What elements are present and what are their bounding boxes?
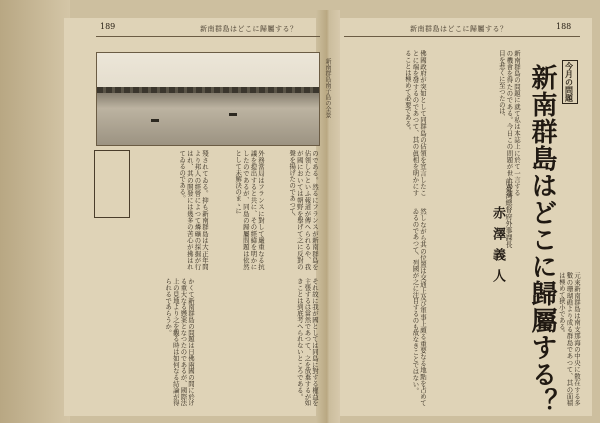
author-affiliation: 前臺灣總督府外事課長	[505, 178, 513, 248]
photo-shoreline	[97, 87, 319, 93]
left-running-head: 新南群島はどこに歸屬する？	[200, 25, 298, 33]
island-photo	[96, 52, 320, 146]
author-name: 赤澤義人	[490, 206, 505, 290]
photo-boat	[229, 113, 237, 116]
right-page-number: 188	[556, 22, 572, 31]
photo-boat	[151, 119, 159, 122]
right-column-3: 元來新南群島は南支那海の中央に散在する多數の珊瑚礁より成る群島であつて、其の面積は極めて狹小である。	[557, 272, 581, 406]
page-stack-edge	[0, 0, 70, 423]
left-column-1: のである。然るにフランスが新南群島を佔領したといふ報道が傳へられるや、我が國においては朝野を擧げて之に反對の聲を揚げたのであつて、	[288, 150, 319, 270]
right-column-4: 然しながら其の位置は交通上及び軍事上頗る重要なる地點を占めてゐるのであつて、列國が之に注目するのも故なきことではない。	[411, 208, 427, 406]
right-head-rule	[344, 36, 580, 37]
left-column-5: かくて新南群島の問題は日佛兩國の間に於ける重大なる懸案となつたのであるが、國際法上の見地より之を觀る時は如何なる結論が得られるであらうか。	[164, 278, 195, 406]
sidebar-box	[94, 150, 130, 218]
left-column-3: 殘されてゐる。抑も新南群島は大正年間より邦人の經營によつて燐礦の採掘が行はれ、其の開發には幾多の苦心が拂はれてゐるのである。	[178, 150, 209, 270]
right-running-head: 新南群島はどこに歸屬する？	[410, 25, 508, 33]
section-label: 今月の問題	[562, 60, 578, 104]
right-column-1: 新南群島の問題に就て私は本誌上に於て一言するの機會を得たのである。今日この問題が世上の注目を惹くに至つたのは、	[497, 50, 521, 196]
left-column-4: それ故に我が國としては同島に對する權益を主張するは當然であつて、之を放棄するが如きことは到底考へられないところである。	[295, 278, 319, 406]
left-column-2: 外務當局はフランスに對して嚴重なる抗議を提出すると共に、その經緯を明かにしたのであるが、同島の歸屬問題は依然として未解決のまゝに	[234, 150, 265, 270]
left-head-rule	[96, 36, 320, 37]
left-page-number: 189	[100, 22, 116, 31]
photo-caption: 新南群島南子島の全景	[324, 58, 331, 118]
right-column-2: 佛國政府が突如として同群島の佔領を宣言したことに端を發するのであつて、其の眞相を明かにすることは極めて必要である。	[403, 50, 427, 196]
article-title: 新南群島はどこに歸屬する？	[527, 64, 557, 415]
